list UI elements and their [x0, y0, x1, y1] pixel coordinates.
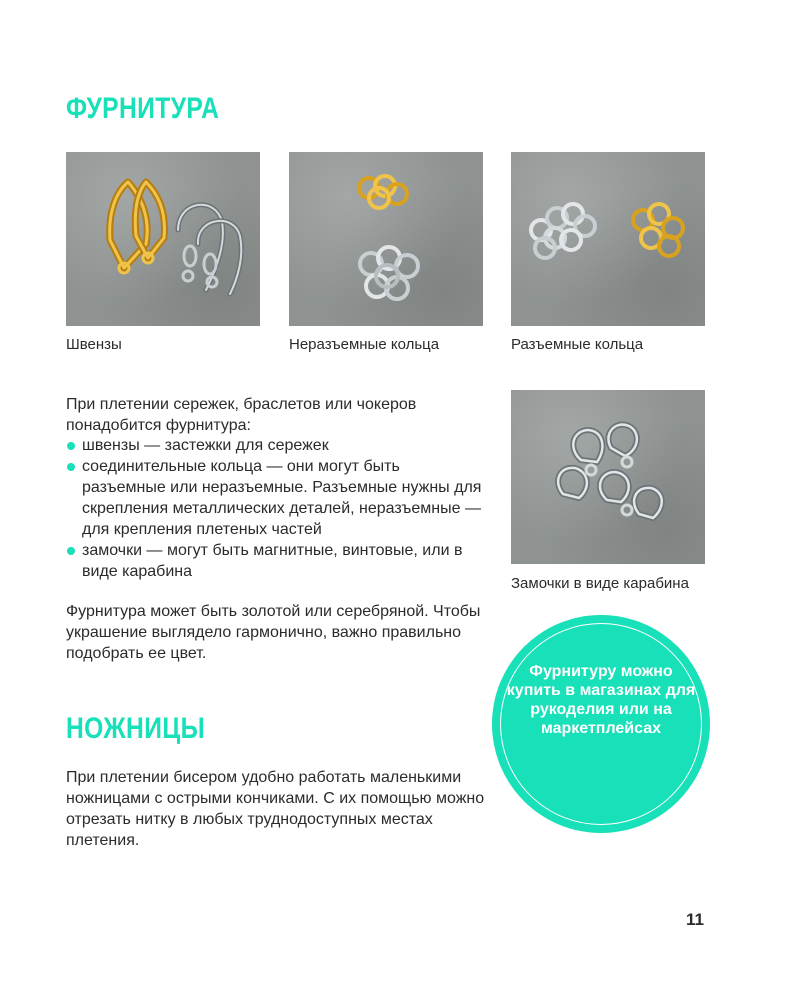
- ear-wires-illustration: [66, 152, 260, 326]
- lobster-clasps-illustration: [511, 390, 705, 564]
- photo-ear-wires: [66, 152, 260, 326]
- section-heading-scissors: НОЖНИЦЫ: [66, 712, 206, 745]
- caption-split-rings: Разъемные кольца: [511, 336, 644, 353]
- list-item: замочки — могут быть магнитные, винтовые, или в виде карабина: [66, 540, 486, 582]
- scissors-text: При плетении бисером удобно работать маленькими ножницами с острыми кончиками. С их помощью можно отрезать нитку в любых труднодоступных местах плетения.: [66, 769, 485, 849]
- bullet-icon: [67, 547, 75, 555]
- list-item: швензы — застежки для сережек: [66, 435, 486, 456]
- caption-ear-wires: Швензы: [66, 336, 122, 353]
- findings-list: [66, 435, 486, 582]
- split-rings-illustration: [511, 152, 705, 326]
- caption-closed-rings: Неразъемные кольца: [289, 336, 440, 353]
- photo-split-rings: [511, 152, 705, 326]
- list-item: соединительные кольца — они могут быть разъемные или неразъемные. Разъемные нужны для скрепления металлических деталей, неразъемные — для крепления плетеных частей: [66, 456, 486, 540]
- photo-lobster-clasps: [511, 390, 705, 564]
- closed-rings-illustration: [289, 152, 483, 326]
- section-heading-findings: ФУРНИТУРА: [66, 92, 220, 125]
- bullet-icon: [67, 463, 75, 471]
- findings-color-note: Фурнитура может быть золотой или серебряной. Чтобы украшение выглядело гармонично, важно правильно подобрать ее цвет.: [66, 603, 481, 662]
- caption-lobster-clasps: Замочки в виде карабина: [511, 575, 689, 592]
- tip-text: Фурнитуру можно купить в магазинах для рукоделия или на маркетплейсах: [506, 663, 696, 737]
- photo-closed-rings: [289, 152, 483, 326]
- findings-intro: При плетении сережек, браслетов или чокеров понадобится фурнитура:: [66, 396, 417, 434]
- bullet-icon: [67, 442, 75, 450]
- tip-callout: [492, 615, 710, 833]
- page-number: 11: [686, 910, 704, 929]
